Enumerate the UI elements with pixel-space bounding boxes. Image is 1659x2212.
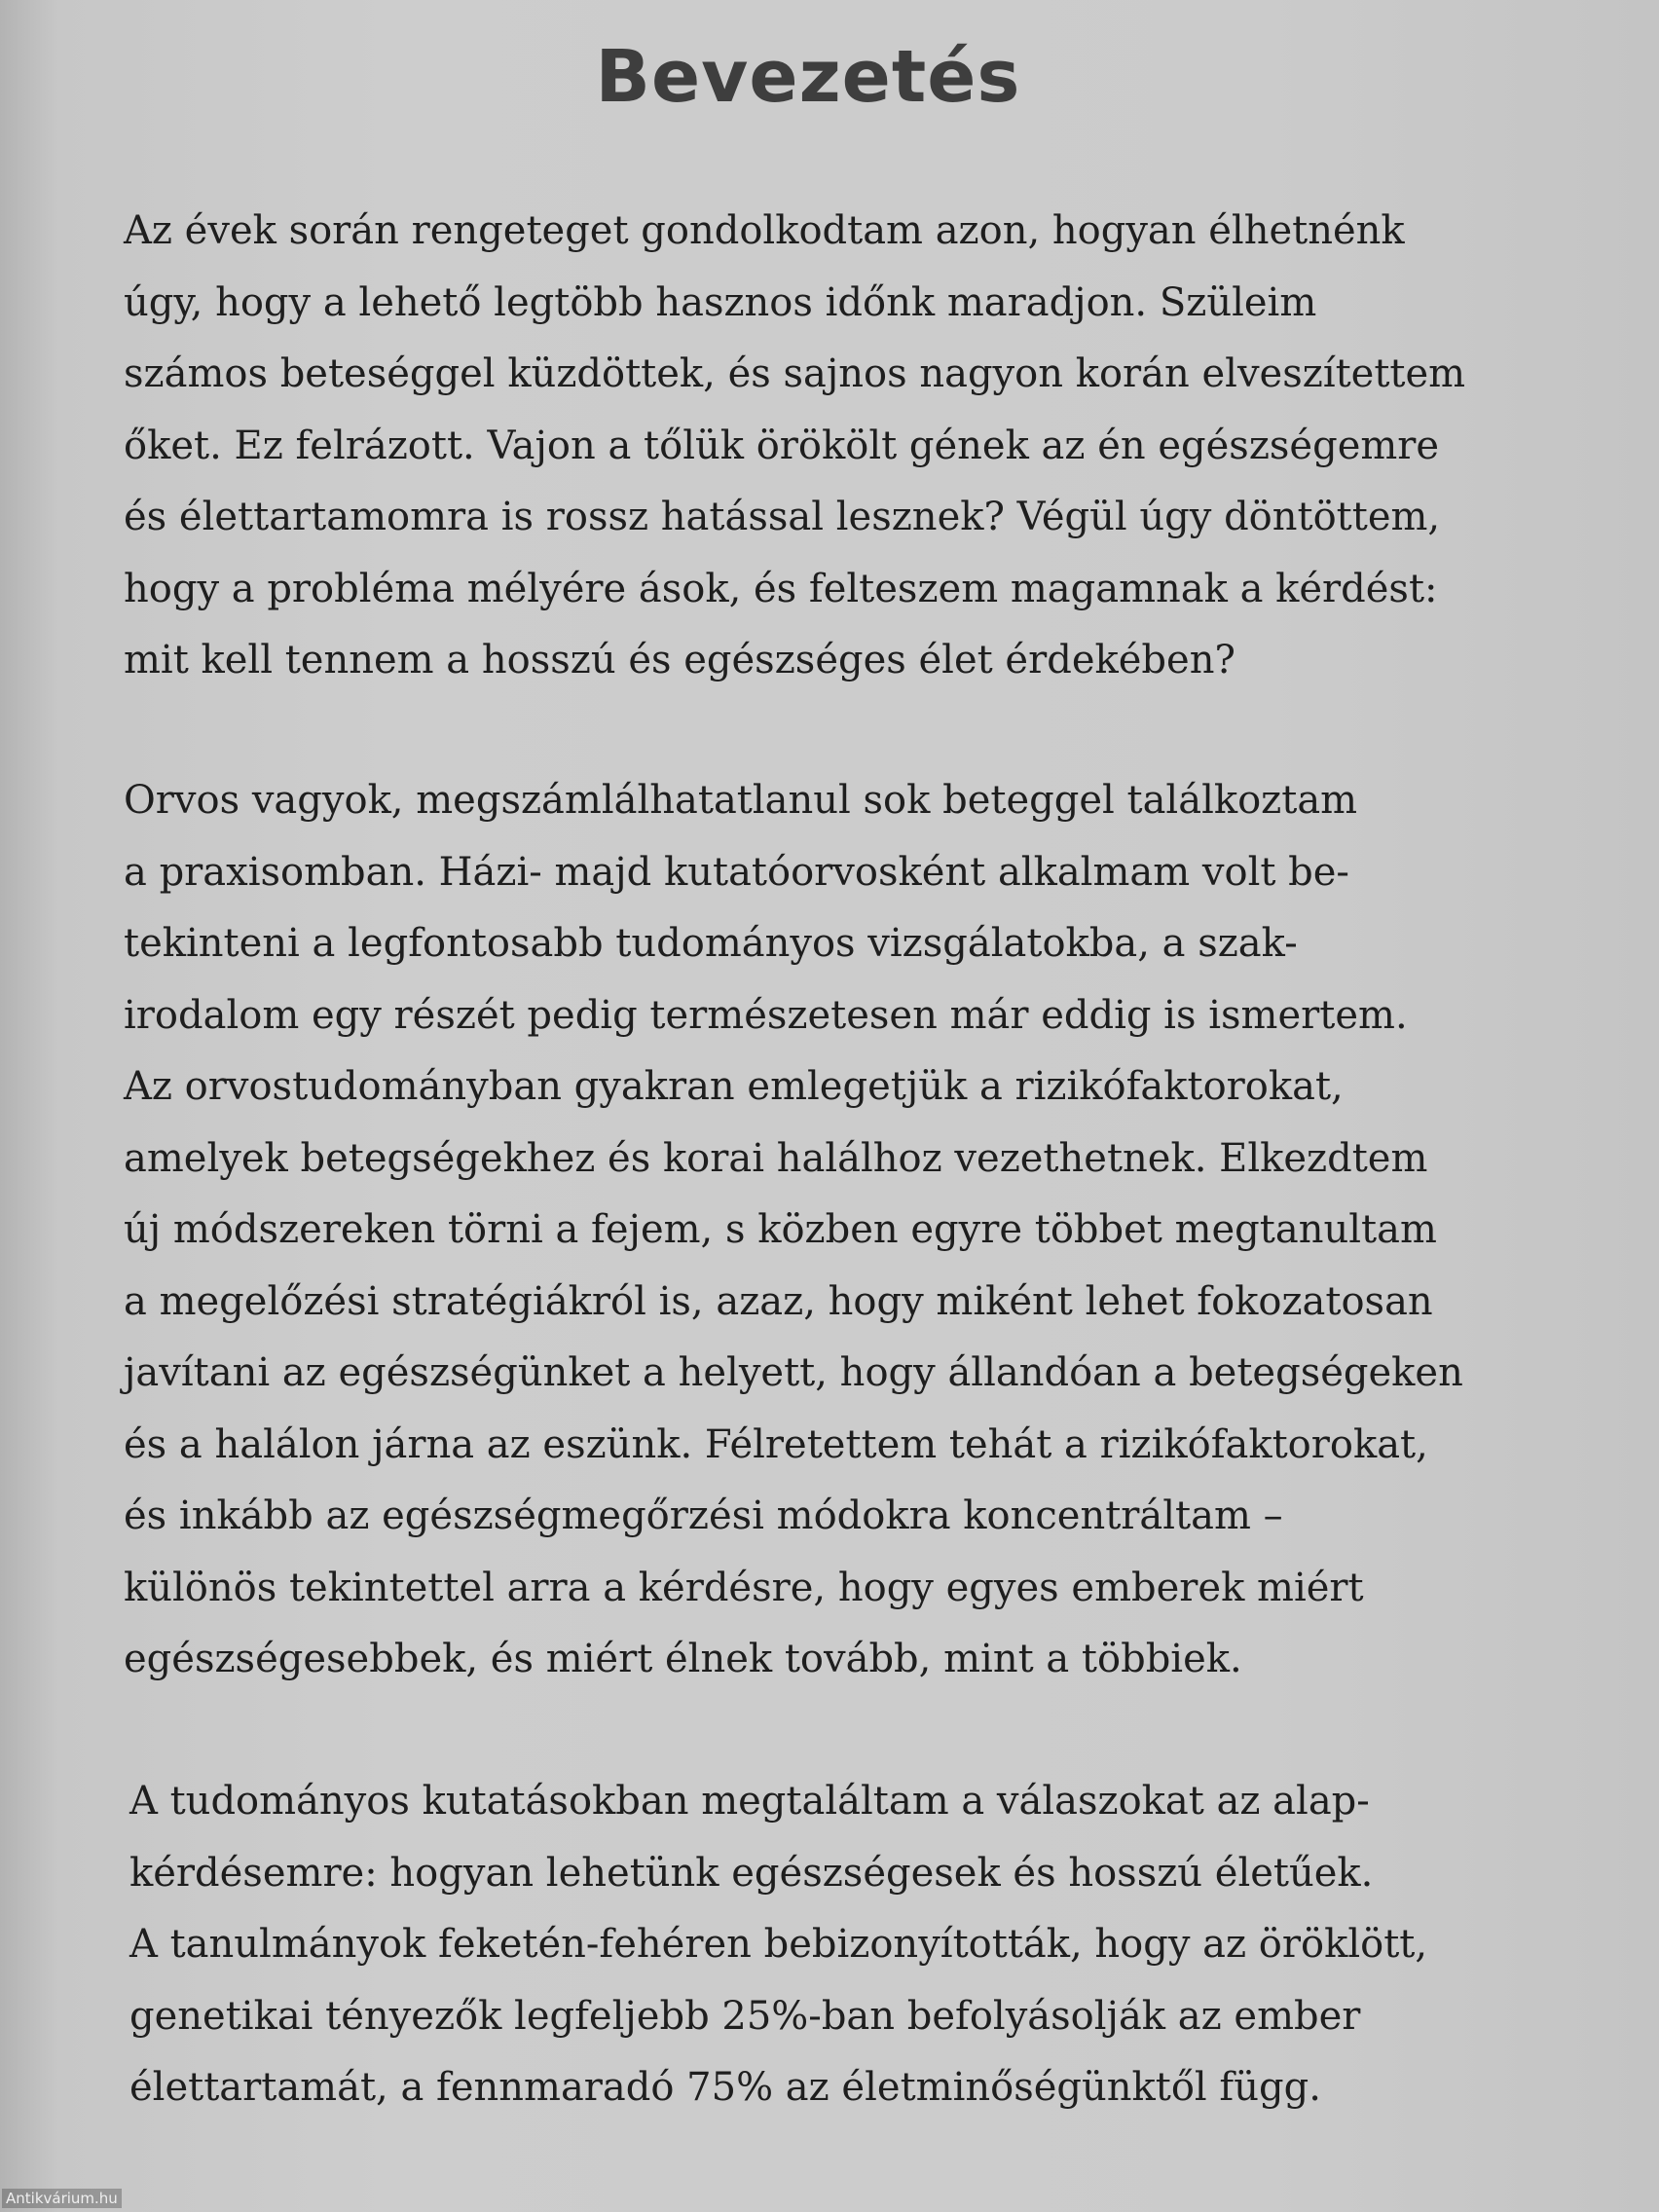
text-line: számos beteséggel küzdöttek, és sajnos nagyon korán elveszítettem [124,351,1466,396]
text-line: új módszereken törni a fejem, s közben egyre többet megtanultam [124,1207,1437,1252]
text-line: úgy, hogy a lehető legtöbb hasznos időnk maradjon. Szüleim [124,279,1317,325]
text-line: őket. Ez felrázott. Vajon a tőlük örökölt gének az én egészségemre [124,423,1440,468]
text-line: egészségesebbek, és miért élnek tovább, mint a többiek. [124,1637,1242,1681]
text-line: tekinteni a legfontosabb tudományos vizsgálatokba, a szak- [124,921,1298,966]
text-line: Orvos vagyok, megszámlálhatatlanul sok beteggel találkoztam [124,778,1358,823]
paragraph-1 [124,196,1526,697]
paragraph-3 [129,1766,1531,2124]
text-line: genetikai tényezők legfeljebb 25%-ban befolyásolják az ember [129,1993,1361,2039]
text-line: élettartamát, a fennmaradó 75% az életminőségünktől függ. [129,2065,1321,2110]
paragraph-2 [124,765,1526,1696]
text-line: Az évek során rengeteget gondolkodtam azon, hogyan élhetnénk [124,208,1405,253]
text-line: és élettartamomra is rossz hatással lesznek? Végül úgy döntöttem, [124,495,1441,539]
text-line: a praxisomban. Házi- majd kutatóorvosként alkalmam volt be- [124,849,1349,895]
text-line: irodalom egy részét pedig természetesen már eddig is ismertem. [124,992,1408,1038]
text-line: és a halálon járna az eszünk. Félretettem tehát a rizikófaktorokat, [124,1421,1428,1467]
text-line: a megelőzési stratégiákról is, azaz, hogy miként lehet fokozatosan [124,1278,1433,1324]
text-line: A tudományos kutatásokban megtaláltam a válaszokat az alap- [129,1779,1370,1824]
text-line: Az orvostudományban gyakran emlegetjük a rizikófaktorokat, [124,1064,1344,1109]
text-line: javítani az egészségünket a helyett, hogy állandóan a betegségeken [124,1350,1463,1395]
text-line: amelyek betegségekhez és korai halálhoz vezethetnek. Elkezdtem [124,1135,1428,1181]
watermark: Antikvárium.hu [2,2189,122,2208]
chapter-title: Bevezetés [595,35,1021,119]
text-line: különös tekintettel arra a kérdésre, hogy egyes emberek miért [124,1565,1364,1610]
text-line: mit kell tennem a hosszú és egészséges élet érdekében? [124,638,1235,682]
text-line: hogy a probléma mélyére ások, és felteszem magamnak a kérdést: [124,566,1438,611]
text-line: kérdésemre: hogyan lehetünk egészségesek és hosszú életűek. [129,1850,1374,1896]
text-line: és inkább az egészségmegőrzési módokra koncentráltam – [124,1493,1283,1538]
text-line: A tanulmányok feketén-fehéren bebizonyították, hogy az öröklött, [129,1922,1428,1967]
